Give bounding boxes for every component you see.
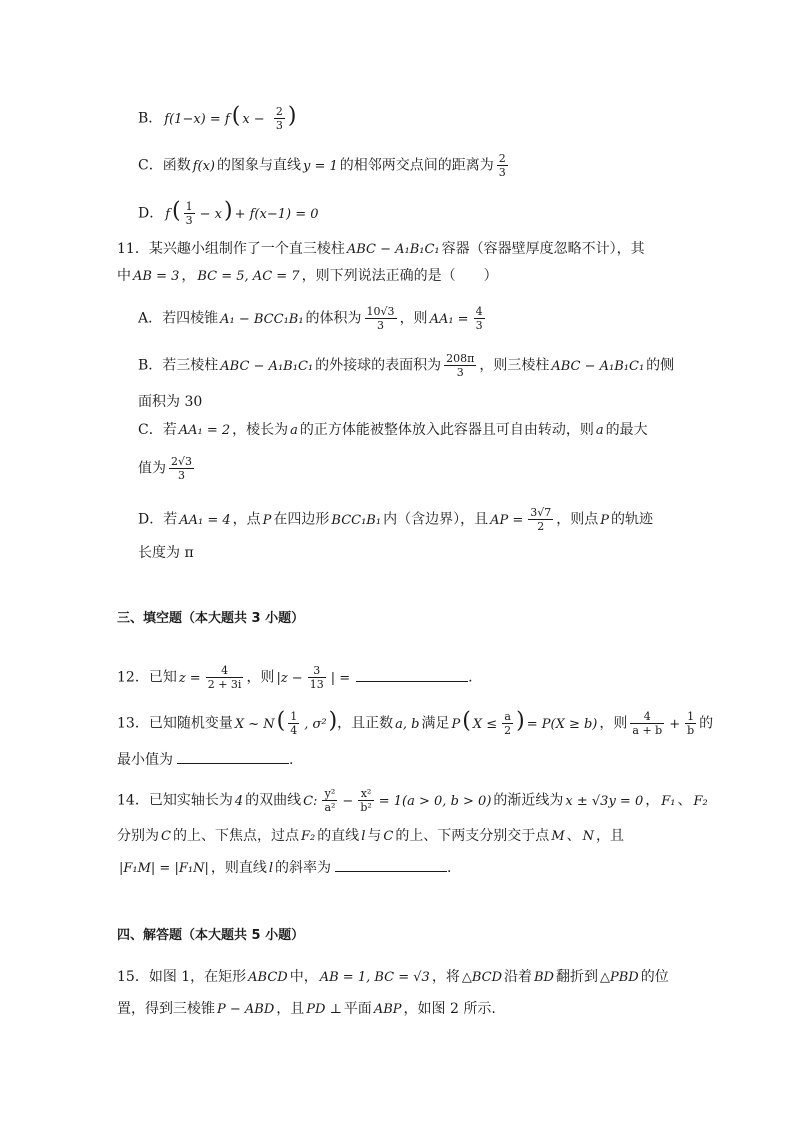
fraction: $\frac{a}{2}$ (504, 710, 512, 737)
q11-option-d: D．若 AA₁ = 4 ，点 P 在四边形 BCC₁B₁ 内（含边界），且 AP = $\frac{3√7}{2}$ ，则点 P 的轨迹 (138, 506, 654, 533)
answer-blank[interactable] (177, 749, 289, 764)
fraction: $\frac{1}{3}$ (185, 200, 193, 227)
section-3-heading: 三、填空题（本大题共 3 小题） (117, 611, 305, 626)
question-13-cont: 最小值为 . (117, 749, 293, 770)
question-13: 13．已知随机变量 X ~ N( $\frac{1}{4}$ , σ²)，且正数 a, b 满足 P( X ≤ $\frac{a}{2}$ ) = P(X ≥ b) ，则 $\frac{4}{a + b}$ + $\frac{1}{b}$ 的 (117, 708, 714, 737)
question-11-stem-cont: 中 AB = 3 ， BC = 5, AC = 7 ，则下列说法正确的是（ ） (117, 268, 498, 284)
question-15: 15．如图 1，在矩形 ABCD 中， AB = 1, BC = √3 ，将 △BCD 沿着 BD 翻折到 △PBD 的位 (117, 969, 669, 985)
q11-option-b-cont: 面积为 30 (138, 394, 203, 410)
fraction: $\frac{\text{x²}}{\text{b²}}$ (360, 787, 372, 814)
fraction: $\frac{2√3}{3}$ (171, 455, 193, 482)
answer-blank[interactable] (356, 667, 468, 682)
q11-option-a: A．若四棱锥 A₁ − BCC₁B₁ 的体积为 $\frac{10√3}{3}$ ，则 AA₁ = $\frac{4}{3}$ (138, 305, 483, 332)
fraction: $\frac{3}{13}$ (309, 664, 324, 691)
fraction: $\frac{\text{y²}}{\text{a²}}$ (324, 787, 336, 814)
question-11-stem: 11．某兴趣小组制作了一个直三棱柱 ABC − A₁B₁C₁ 容器（容器壁厚度忽略不计），其 (117, 241, 645, 257)
fraction: $\frac{4}{3}$ (475, 305, 483, 332)
q11-option-b: B．若三棱柱 ABC − A₁B₁C₁ 的外接球的表面积为 $\frac{208\pi}{3}$ ，则三棱柱 ABC − A₁B₁C₁ 的侧 (138, 352, 675, 379)
q11-option-d-cont: 长度为 π (138, 545, 194, 561)
q11-option-c-cont: 值为 $\frac{2√3}{3}$ (138, 455, 193, 482)
option-d: D． f( $\frac{1}{3}$ − x) + f(x−1) = 0 (138, 198, 319, 227)
answer-blank[interactable] (335, 857, 447, 872)
fraction: $\frac{1}{4}$ (290, 710, 298, 737)
q11-option-c: C．若 AA₁ = 2 ，棱长为 a 的正方体能被整体放入此容器且可自由转动，则 a 的最大 (138, 422, 648, 438)
fraction: $\frac{3√7}{2}$ (530, 506, 552, 533)
question-14-cont-2: |F₁M| = |F₁N| ，则直线 l 的斜率为 . (117, 857, 451, 879)
fraction: $\frac{4}{a + b}$ (632, 710, 663, 737)
fraction: $\frac{2}{3}$ (275, 105, 283, 132)
question-14-cont: 分别为 C 的上、下焦点，过点 F₂ 的直线 l 与 C 的上、下两支分别交于点 M 、 N ，且 (117, 828, 624, 844)
question-12: 12．已知 z = $\frac{4}{2 + 3i}$ ，则 |z − $\frac{3}{13}$ | = . (117, 664, 473, 691)
fraction: $\frac{208\pi}{3}$ (446, 352, 475, 379)
fraction: $\frac{10√3}{3}$ (366, 305, 395, 332)
fraction: $\frac{4}{2 + 3i}$ (207, 664, 242, 691)
fraction: $\frac{2}{3}$ (498, 152, 506, 179)
option-c: C．函数 f(x) 的图象与直线 y = 1 的相邻两交点间的距离为 $\frac{2}{3}$ (138, 152, 506, 179)
question-14: 14．已知实轴长为 4 的双曲线 C: $\frac{\text{y²}}{\text{a²}}$ − $\frac{\text{x²}}{\text{b²}}$ = 1(a > 0, b > 0) 的渐近线为 x ± √3y = 0 ， F₁ 、 F₂ (117, 787, 708, 814)
question-15-cont: 置，得到三棱锥 P − ABD ，且 PD ⊥ 平面 ABP ，如图 2 所示. (117, 1001, 496, 1017)
option-b: B． f(1−x) = f( x − $\frac{2}{3}$ ) (138, 103, 297, 132)
fraction: $\frac{1}{b}$ (687, 710, 695, 737)
section-4-heading: 四、解答题（本大题共 5 小题） (117, 928, 305, 943)
